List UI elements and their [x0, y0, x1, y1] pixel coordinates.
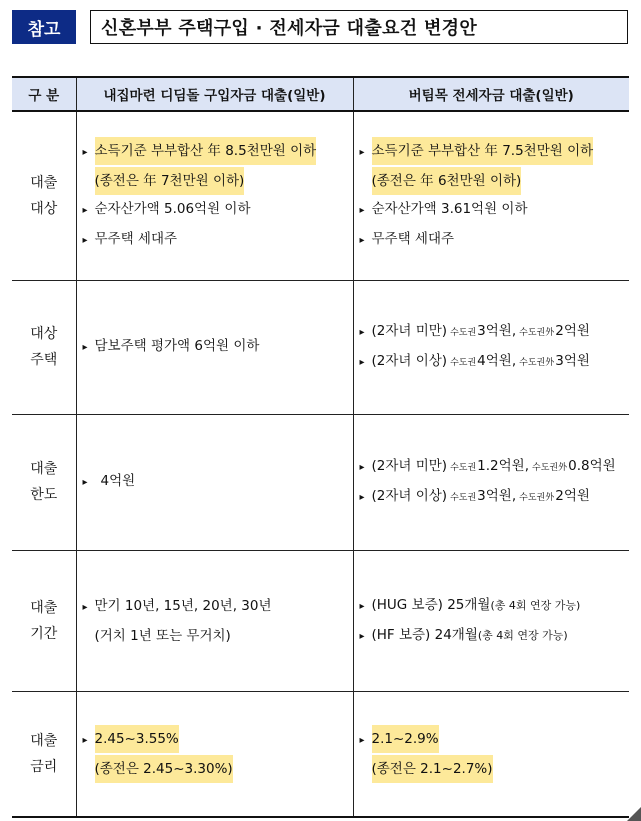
list-item — [83, 592, 353, 622]
row-label-line: 금리 — [30, 758, 58, 775]
previous-income-criteria-text: (종전은 年 7천만원 이하) — [95, 167, 245, 195]
document-header — [12, 10, 628, 44]
row-label-line: 대출 — [30, 174, 58, 191]
loan-limit-value: 3억원, — [477, 488, 517, 504]
jeonse-loan-rate-cell — [353, 691, 629, 817]
bullet-icon: ▸ — [359, 600, 365, 612]
bullet-icon: ▸ — [82, 204, 88, 216]
region-label: 수도권 — [450, 328, 477, 338]
row-label-line: 대상 — [30, 326, 58, 342]
row-label-line: 대출 — [30, 732, 58, 749]
row-label-line: 기간 — [30, 625, 58, 642]
list-item — [360, 317, 630, 347]
bullet-icon: ▸ — [82, 734, 88, 746]
jeonse-loan-house-cell — [353, 280, 629, 414]
children-condition-text: (2자녀 이상) — [371, 353, 448, 369]
row-label-line: 대상 — [30, 200, 58, 217]
region-label: 수도권 — [450, 493, 477, 503]
list-item — [360, 452, 630, 482]
bullet-icon: ▸ — [359, 327, 365, 338]
bullet-icon: ▸ — [82, 146, 88, 158]
region-label: 수도권外 — [519, 358, 555, 368]
list-item — [360, 621, 630, 651]
list-item — [83, 225, 353, 255]
bullet-icon: ▸ — [359, 234, 365, 246]
table-row-loan-term — [12, 550, 629, 691]
purchase-loan-limit-cell — [76, 414, 353, 550]
interest-rate-text: 2.1~2.9% — [372, 725, 439, 753]
previous-income-criteria-text: (종전은 年 6천만원 이하) — [372, 167, 522, 195]
extension-note: (총 4회 연장 가능) — [477, 628, 568, 642]
list-item — [360, 195, 630, 225]
deposit-limit-value: 3억원, — [477, 323, 517, 339]
list-item — [360, 755, 630, 783]
bullet-icon: ▸ — [82, 477, 88, 488]
bullet-icon: ▸ — [82, 234, 88, 246]
loan-comparison-table — [12, 76, 629, 818]
region-label: 수도권 — [450, 358, 477, 368]
list-item — [83, 195, 353, 225]
bullet-icon: ▸ — [359, 357, 365, 368]
row-label-line: 대출 — [30, 599, 58, 616]
purchase-loan-term-cell — [76, 550, 353, 691]
table-row-loan-target — [12, 111, 629, 280]
list-item — [83, 622, 353, 650]
previous-rate-text: (종전은 2.1~2.7%) — [372, 755, 493, 783]
loan-limit-value: 1.2억원, — [477, 458, 530, 474]
row-label-line: 대출 — [30, 461, 58, 477]
list-item — [83, 332, 353, 362]
jeonse-loan-limit-cell — [353, 414, 629, 550]
column-header-purchase-loan: 내집마련 디딤돌 구입자금 대출(일반) — [76, 77, 353, 111]
region-label: 수도권外 — [519, 493, 555, 503]
list-item — [360, 591, 630, 621]
page-corner-fold — [627, 807, 641, 821]
column-header-category: 구 분 — [12, 77, 76, 111]
row-label-line: 한도 — [30, 487, 58, 503]
bullet-icon: ▸ — [82, 342, 88, 353]
bullet-icon: ▸ — [82, 601, 88, 613]
purchase-loan-target-cell — [76, 111, 353, 280]
children-condition-text: (2자녀 미만) — [371, 323, 448, 339]
children-condition-text: (2자녀 미만) — [371, 458, 448, 474]
reference-tag: 참고 — [12, 10, 76, 44]
list-item — [360, 347, 630, 377]
list-item — [360, 725, 630, 755]
loan-limit-value: 0.8억원 — [568, 458, 616, 474]
list-item — [83, 167, 353, 195]
grace-period-text: (거치 1년 또는 무거치) — [94, 627, 231, 644]
net-asset-text: 순자산가액 5.06억원 이하 — [94, 200, 251, 217]
income-criteria-text: 소득기준 부부합산 年 8.5천만원 이하 — [95, 137, 317, 165]
loan-limit-text: 4억원 — [100, 473, 136, 489]
table-row-target-house — [12, 280, 629, 414]
deposit-limit-value: 3억원 — [555, 353, 590, 369]
row-label-target-house — [12, 280, 76, 414]
homeless-householder-text: 무주택 세대주 — [371, 230, 455, 247]
purchase-loan-house-cell — [76, 280, 353, 414]
bullet-icon: ▸ — [359, 146, 365, 158]
row-label-line: 주택 — [30, 352, 58, 368]
row-label-loan-term — [12, 550, 76, 691]
homeless-householder-text: 무주택 세대주 — [94, 230, 178, 247]
children-condition-text: (2자녀 이상) — [371, 488, 448, 504]
list-item — [83, 725, 353, 755]
row-label-interest-rate — [12, 691, 76, 817]
guarantee-term-text: (HF 보증) 24개월 — [371, 626, 478, 643]
table-header-row — [12, 77, 629, 111]
table-row-loan-limit — [12, 414, 629, 550]
region-label: 수도권 — [450, 463, 477, 473]
income-criteria-text: 소득기준 부부합산 年 7.5천만원 이하 — [372, 137, 594, 165]
bullet-icon: ▸ — [359, 462, 365, 473]
region-label: 수도권外 — [532, 463, 568, 473]
deposit-limit-value: 2억원 — [555, 323, 590, 339]
list-item — [360, 167, 630, 195]
table-row-interest-rate — [12, 691, 629, 817]
list-item — [360, 482, 630, 512]
list-item — [83, 467, 353, 497]
previous-rate-text: (종전은 2.45~3.30%) — [95, 755, 233, 783]
jeonse-loan-target-cell — [353, 111, 629, 280]
bullet-icon: ▸ — [359, 492, 365, 503]
region-label: 수도권外 — [519, 328, 555, 338]
loan-limit-value: 2억원 — [555, 488, 590, 504]
deposit-limit-value: 4억원, — [477, 353, 517, 369]
net-asset-text: 순자산가액 3.61억원 이하 — [371, 200, 528, 217]
bullet-icon: ▸ — [359, 630, 365, 642]
house-value-text: 담보주택 평가액 6억원 이하 — [94, 338, 260, 354]
interest-rate-text: 2.45~3.55% — [95, 725, 179, 753]
row-label-loan-target — [12, 111, 76, 280]
guarantee-term-text: (HUG 보증) 25개월 — [371, 596, 491, 613]
column-header-jeonse-loan: 버팀목 전세자금 대출(일반) — [353, 77, 629, 111]
list-item — [360, 225, 630, 255]
jeonse-loan-term-cell — [353, 550, 629, 691]
maturity-text: 만기 10년, 15년, 20년, 30년 — [94, 597, 272, 614]
purchase-loan-rate-cell — [76, 691, 353, 817]
extension-note: (총 4회 연장 가능) — [490, 598, 581, 612]
row-label-loan-limit — [12, 414, 76, 550]
list-item — [360, 137, 630, 167]
bullet-icon: ▸ — [359, 204, 365, 216]
document-title: 신혼부부 주택구입 · 전세자금 대출요건 변경안 — [90, 10, 628, 44]
bullet-icon: ▸ — [359, 734, 365, 746]
list-item — [83, 755, 353, 783]
list-item — [83, 137, 353, 167]
